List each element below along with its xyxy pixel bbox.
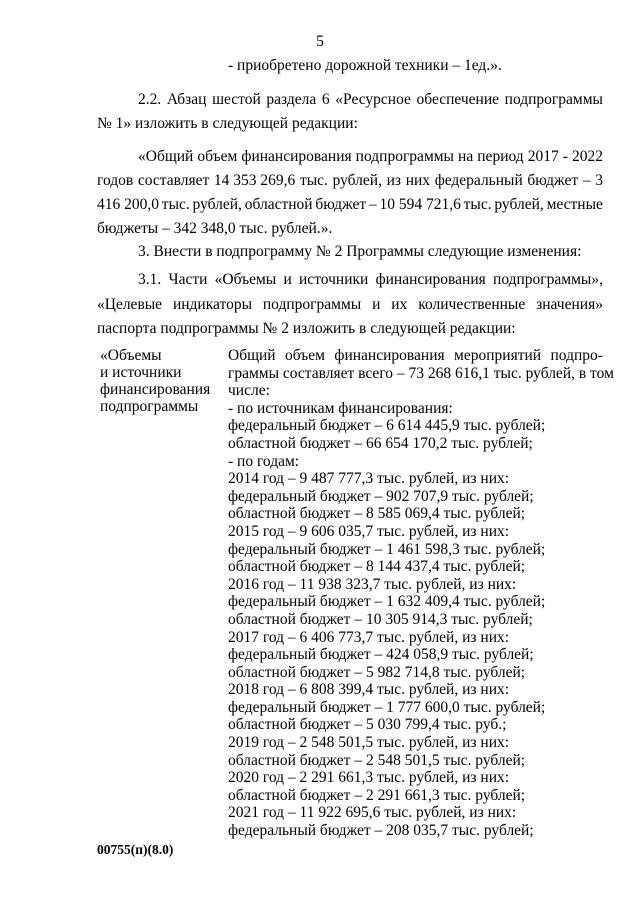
- right-cell-line: 2016 год – 11 938 323,7 тыс. рублей, из них:: [228, 575, 517, 593]
- item-3: 3. Внести в подпрограмму № 2 Программы следующие изменения:: [138, 243, 582, 260]
- word: объем: [285, 347, 325, 364]
- word: «Объемы: [214, 271, 277, 288]
- para-3-1-line-3: паспорта подпрограммы № 2 изложить в следующей редакции:: [97, 320, 516, 337]
- word: тыс.: [161, 196, 190, 213]
- word: «Общий: [138, 148, 194, 165]
- word: из: [386, 172, 402, 189]
- right-cell-line: областной бюджет – 10 305 914,3 тыс. рублей;: [228, 610, 533, 628]
- word: подпрограммы: [355, 148, 454, 165]
- word: индикаторы: [172, 296, 252, 313]
- left-cell-line: «Объемы: [100, 347, 162, 364]
- right-cell-line: федеральный бюджет – 6 614 445,9 тыс. рублей;: [228, 417, 546, 435]
- right-cell-line: 2020 год – 2 291 661,3 тыс. рублей, из них:: [228, 769, 510, 787]
- word: подпро-: [550, 347, 603, 364]
- quote-line-1: [138, 148, 603, 166]
- word: количественные: [418, 296, 526, 313]
- word: мероприятий: [454, 347, 542, 364]
- word: обеспечение: [416, 91, 500, 108]
- quote-line-2: [97, 172, 603, 190]
- word: подпрограммы»,: [493, 271, 603, 288]
- word: -: [562, 148, 568, 165]
- word: местные: [546, 196, 603, 213]
- right-cell-line: граммы составляет всего – 73 268 616,1 тыс. рублей, в том: [228, 364, 614, 382]
- word: федеральный: [434, 172, 523, 189]
- word: рублей,: [332, 172, 382, 189]
- document-code: 00755(п)(8.0): [97, 842, 174, 857]
- right-cell-line: числе:: [228, 382, 270, 400]
- word: «Ресурсное: [335, 91, 411, 108]
- left-cell-line: подпрограммы: [100, 398, 199, 415]
- quote-line-4: бюджеты – 342 348,0 тыс. рублей.».: [97, 220, 333, 237]
- right-cell-line: областной бюджет – 2 548 501,5 тыс. рублей;: [228, 751, 526, 769]
- word: 416 200,0: [97, 196, 159, 213]
- right-cell-line: федеральный бюджет – 1 461 598,3 тыс. рублей;: [228, 540, 546, 558]
- word: период: [477, 148, 524, 165]
- word: рублей,: [192, 196, 242, 213]
- word: тыс.: [463, 196, 492, 213]
- table-right-column: [228, 347, 614, 840]
- word: 2022: [572, 148, 603, 165]
- word: значения»: [536, 296, 603, 313]
- word: 2017: [527, 148, 559, 165]
- para-3-1-line-2: [97, 296, 603, 314]
- word: 10 594 721,6: [379, 196, 461, 213]
- right-cell-line: 2018 год – 6 808 399,4 тыс. рублей, из них:: [228, 681, 510, 699]
- word: раздела: [266, 91, 317, 108]
- page-number: 5: [316, 33, 324, 50]
- word: 3.1.: [138, 271, 162, 288]
- right-cell-line: областной бюджет – 8 585 069,4 тыс. рублей;: [228, 505, 526, 523]
- word: составляет: [137, 172, 210, 189]
- intro-line: - приобретено дорожной техники – 1ед.».: [228, 57, 502, 74]
- para-2-2-line-1: [138, 91, 603, 109]
- word: 3: [595, 172, 603, 189]
- right-cell-line: федеральный бюджет – 424 058,9 тыс. рублей;: [228, 646, 534, 664]
- right-cell-line: областной бюджет – 8 144 437,4 тыс. рублей;: [228, 558, 526, 576]
- right-cell-line-first: [228, 347, 603, 365]
- word: 14 353 269,6: [213, 172, 296, 189]
- right-cell-line: 2019 год – 2 548 501,5 тыс. рублей, из них:: [228, 734, 510, 752]
- right-cell-line: федеральный бюджет – 208 035,7 тыс. рублей;: [228, 822, 534, 840]
- word: источники: [299, 271, 369, 288]
- word: и: [372, 296, 381, 313]
- word: финансирования: [375, 271, 486, 288]
- word: Части: [168, 271, 208, 288]
- right-cell-line: 2021 год – 11 922 695,6 тыс. рублей, из них:: [228, 804, 517, 822]
- right-cell-line: областной бюджет – 2 291 661,3 тыс. рублей;: [228, 786, 526, 804]
- word: финансирования: [241, 148, 352, 165]
- right-cell-line: областной бюджет – 5 030 799,4 тыс. руб.;: [228, 716, 507, 734]
- word: областной: [244, 196, 313, 213]
- para-2-2-line-2: № 1» изложить в следующей редакции:: [97, 115, 358, 132]
- table-left-column: [100, 347, 225, 415]
- right-cell-line: федеральный бюджет – 1 777 600,0 тыс. рублей;: [228, 698, 546, 716]
- right-cell-line: федеральный бюджет – 1 632 409,4 тыс. рублей;: [228, 593, 546, 611]
- word: бюджет: [527, 172, 579, 189]
- word: подпрограммы: [504, 91, 603, 108]
- word: на: [458, 148, 474, 165]
- word: Общий: [228, 347, 276, 364]
- para-3-1-line-1: [138, 271, 603, 289]
- right-cell-line: 2015 год – 9 606 035,7 тыс. рублей, из них:: [228, 522, 510, 540]
- word: и: [283, 271, 292, 288]
- right-cell-line: федеральный бюджет – 902 707,9 тыс. рублей;: [228, 487, 534, 505]
- word: бюджет: [315, 196, 367, 213]
- word: годов: [97, 172, 134, 189]
- right-cell-line: - по годам:: [228, 452, 300, 470]
- right-cell-line: областной бюджет – 5 982 714,8 тыс. рублей;: [228, 663, 526, 681]
- word: финансирования: [334, 347, 445, 364]
- word: объем: [197, 148, 238, 165]
- word: их: [391, 296, 408, 313]
- word: них: [405, 172, 431, 189]
- right-cell-line: 2017 год – 6 406 773,7 тыс. рублей, из них:: [228, 628, 510, 646]
- word: 6: [321, 91, 330, 108]
- word: тыс.: [299, 172, 328, 189]
- word: –: [582, 172, 591, 189]
- quote-line-3: [97, 196, 603, 214]
- right-cell-line: областной бюджет – 66 654 170,2 тыс. рублей;: [228, 434, 533, 452]
- right-cell-line: - по источникам финансирования:: [228, 399, 453, 417]
- word: Абзац: [166, 91, 207, 108]
- word: шестой: [212, 91, 261, 108]
- right-cell-line: 2014 год – 9 487 777,3 тыс. рублей, из них:: [228, 470, 510, 488]
- word: рублей,: [494, 196, 544, 213]
- word: 2.2.: [138, 91, 162, 108]
- word: –: [368, 196, 377, 213]
- word: «Целевые: [97, 296, 163, 313]
- left-cell-line: и источники: [100, 364, 182, 381]
- left-cell-line: финансирования: [100, 381, 211, 398]
- word: подпрограммы: [262, 296, 362, 313]
